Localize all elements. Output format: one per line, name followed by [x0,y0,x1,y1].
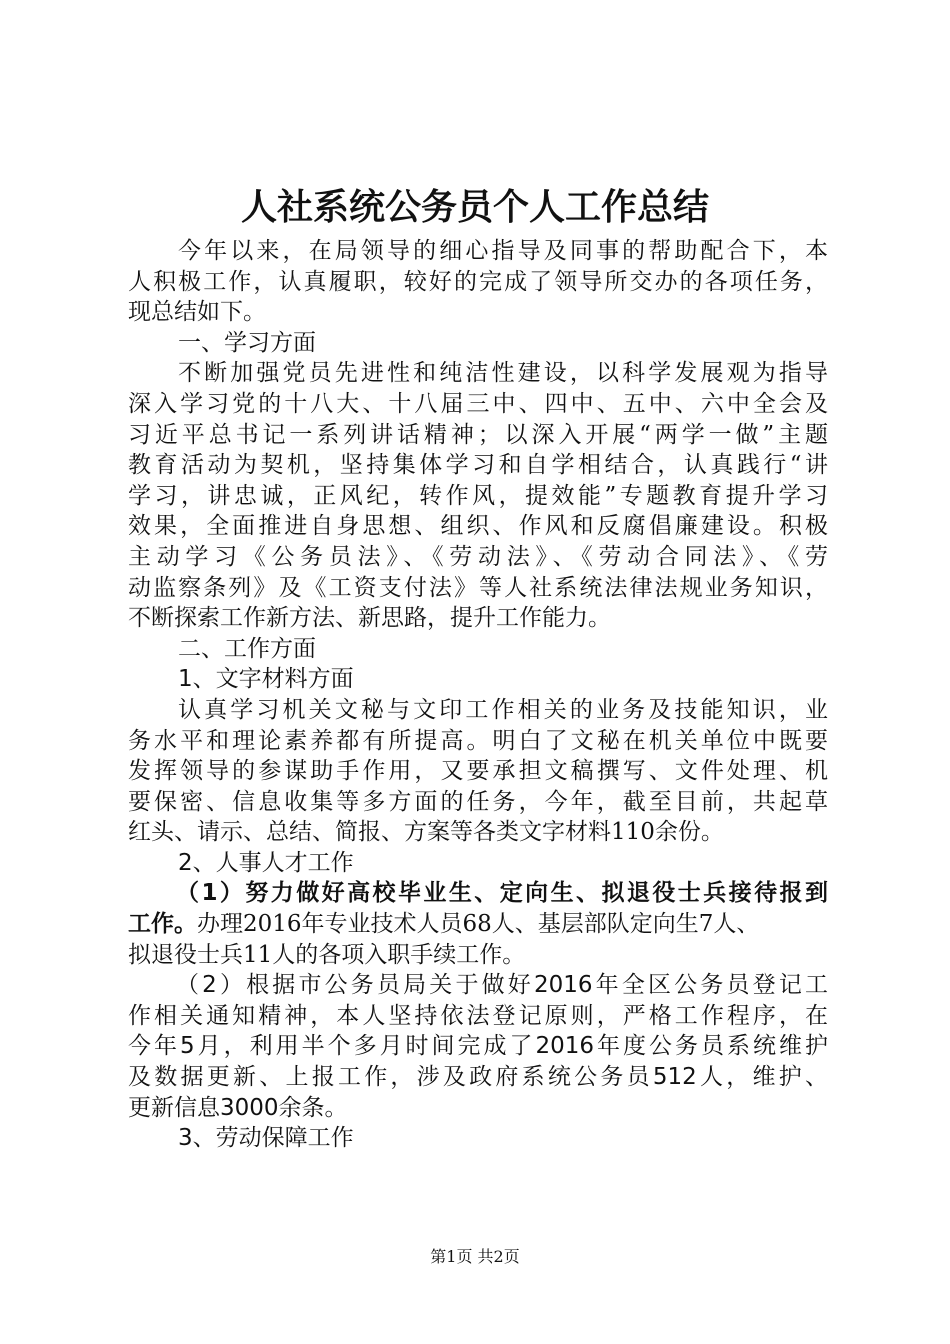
document-title: 人社系统公务员个人工作总结 [240,187,709,228]
paragraph-line: 动监察条列》及《工资支付法》等人社系统法律法规业务知识， [128,574,828,601]
paragraph-line: 不断探索工作新方法、新思路，提升工作能力。 [128,605,611,632]
paragraph-line [128,909,828,940]
bold-inline-text: 工作。 [128,911,197,938]
inline-text: 办理2016年专业技术人员68人、基层部队定向生7人、 [197,911,760,938]
paragraph-line: 主动学习《公务员法》、《劳动法》、《劳动合同法》、《劳 [128,543,828,570]
subsection-heading: 3、劳动保障工作 [178,1125,354,1152]
section-heading: 二、工作方面 [178,635,316,662]
section-heading: 一、学习方面 [178,329,316,356]
paragraph-line: 今年5月，利用半个多月时间完成了2016年度公务员系统维护 [128,1033,828,1060]
page-footer: 第1页 共2页 [430,1247,520,1266]
paragraph-line: 今年以来，在局领导的细心指导及同事的帮助配合下，本 [178,238,828,264]
paragraph-line: 不断加强党员先进性和纯洁性建设，以科学发展观为指导 [178,360,828,387]
paragraph-line: 更新信息3000余条。 [128,1094,348,1121]
paragraph-line: 拟退役士兵11人的各项入职手续工作。 [128,941,526,968]
subsection-heading: 1、文字材料方面 [178,666,354,693]
bold-paragraph-line: （1）努力做好高校毕业生、定向生、拟退役士兵接待报到 [176,880,828,907]
paragraph-line: 人积极工作，认真履职，较好的完成了领导所交办的各项任务， [128,268,828,295]
paragraph-line: 习近平总书记一系列讲话精神；以深入开展“两学一做”主题 [128,421,828,448]
paragraph-line: 务水平和理论素养都有所提高。明白了文秘在机关单位中既要 [128,727,828,754]
paragraph-line: 及数据更新、上报工作，涉及政府系统公务员512人，维护、 [128,1064,828,1091]
paragraph-line: 教育活动为契机，坚持集体学习和自学相结合，认真践行“讲 [128,452,828,479]
paragraph-line: （2）根据市公务员局关于做好2016年全区公务员登记工 [176,972,828,999]
paragraph-line: 学习，讲忠诚，正风纪，转作风，提效能”专题教育提升学习 [128,482,828,509]
paragraph-line: 作相关通知精神，本人坚持依法登记原则，严格工作程序，在 [128,1002,828,1029]
paragraph-line: 深入学习党的十八大、十八届三中、四中、五中、六中全会及 [128,390,828,417]
paragraph-line: 要保密、信息收集等多方面的任务，今年，截至目前，共起草 [128,788,828,815]
paragraph-line: 认真学习机关文秘与文印工作相关的业务及技能知识，业 [178,696,828,723]
document-body [128,236,828,1154]
paragraph-line: 现总结如下。 [128,299,266,326]
paragraph-line: 发挥领导的参谋助手作用，又要承担文稿撰写、文件处理、机 [128,758,828,785]
subsection-heading: 2、人事人才工作 [178,849,354,876]
paragraph-line: 效果，全面推进自身思想、组织、作风和反腐倡廉建设。积极 [128,513,828,540]
paragraph-line: 红头、请示、总结、简报、方案等各类文字材料110余份。 [128,819,724,846]
